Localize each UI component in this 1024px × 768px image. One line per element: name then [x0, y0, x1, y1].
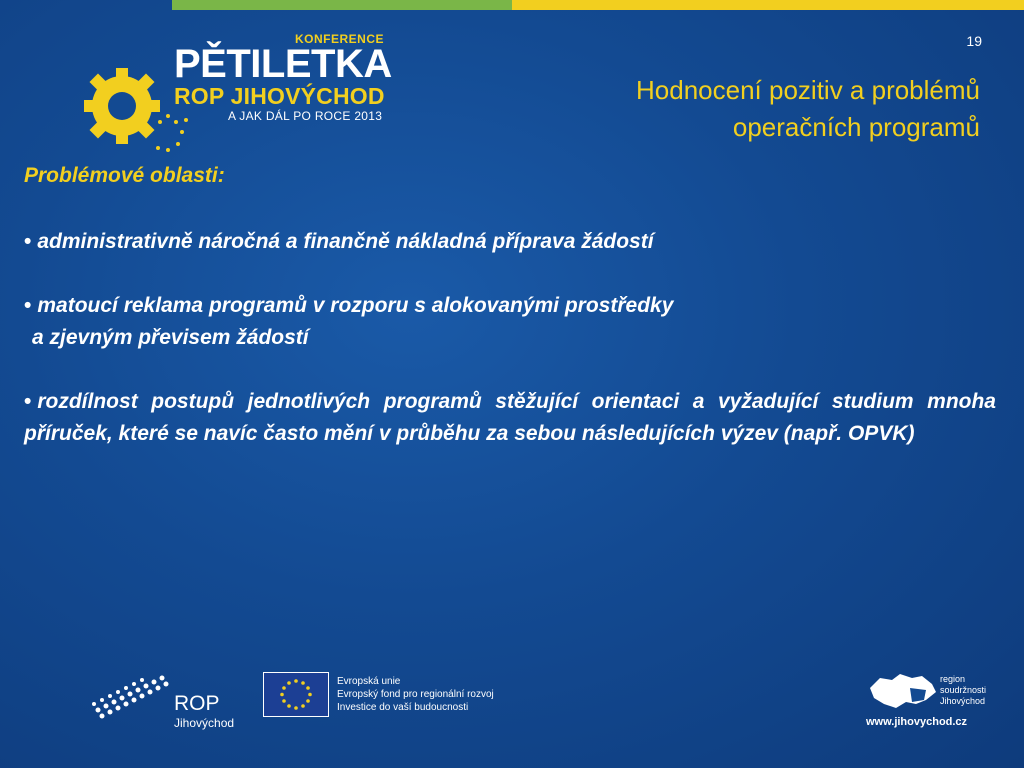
bullet-marker: •: [24, 230, 32, 253]
region-line: Jihovýchod: [940, 696, 986, 706]
eu-line: Investice do vaší budoucnosti: [337, 702, 469, 713]
conference-logo: [82, 28, 412, 158]
region-logo: [866, 670, 996, 740]
region-line: soudržnosti: [940, 685, 987, 695]
rop-word: ROP: [174, 692, 220, 715]
stripe-blank: [0, 0, 172, 10]
rop-dots-icon: [90, 672, 170, 722]
bullet-marker: •: [24, 294, 32, 317]
top-color-stripe: [0, 0, 1024, 10]
logo-konference: KONFERENCE: [295, 32, 385, 46]
bullet-text: matoucí reklama programů v rozporu s alokovanými prostředky: [37, 294, 674, 317]
bullet-item: [24, 290, 996, 354]
slide-title-line1: Hodnocení pozitiv a problémů: [636, 75, 980, 105]
bullet-item: [24, 226, 996, 258]
eu-line: Evropská unie: [337, 676, 401, 687]
bullet-text: administrativně náročná a finančně nákladná příprava žádostí: [37, 230, 654, 253]
eu-text: [337, 675, 494, 714]
eu-line: Evropský fond pro regionální rozvoj: [337, 689, 494, 700]
region-line: region: [940, 674, 966, 684]
rop-city: Jihovýchod: [174, 716, 235, 730]
website-url: www.jihovychod.cz: [866, 716, 968, 728]
logo-subtitle: ROP JIHOVÝCHOD: [174, 83, 385, 109]
bullet-marker: •: [24, 390, 32, 413]
section-heading: Problémové oblasti:: [24, 164, 225, 187]
slide-title-line2: operačních programů: [732, 112, 980, 142]
rop-logo: [90, 672, 250, 732]
bullet-text: rozdílnost postupů jednotlivých programů stěžující orientaci a vyžadující studium mnoha příruček, které se navíc často mění v průběhu za sebou následujících výzev (např. OPVK): [24, 390, 996, 445]
bullet-list: [24, 226, 996, 482]
stripe-yellow: [512, 0, 1024, 10]
logo-tagline: A JAK DÁL PO ROCE 2013: [228, 109, 383, 123]
bullet-item: [24, 386, 996, 450]
eu-flag-icon: [263, 672, 329, 717]
region-text: [940, 674, 986, 707]
czech-map-icon: [866, 670, 938, 712]
logo-title: PĚTILETKA: [174, 42, 392, 86]
bullet-continuation: a zjevným převisem žádostí: [32, 326, 309, 349]
slide-number: 19: [966, 33, 982, 49]
slide-title: [636, 72, 980, 146]
stripe-green: [172, 0, 512, 10]
